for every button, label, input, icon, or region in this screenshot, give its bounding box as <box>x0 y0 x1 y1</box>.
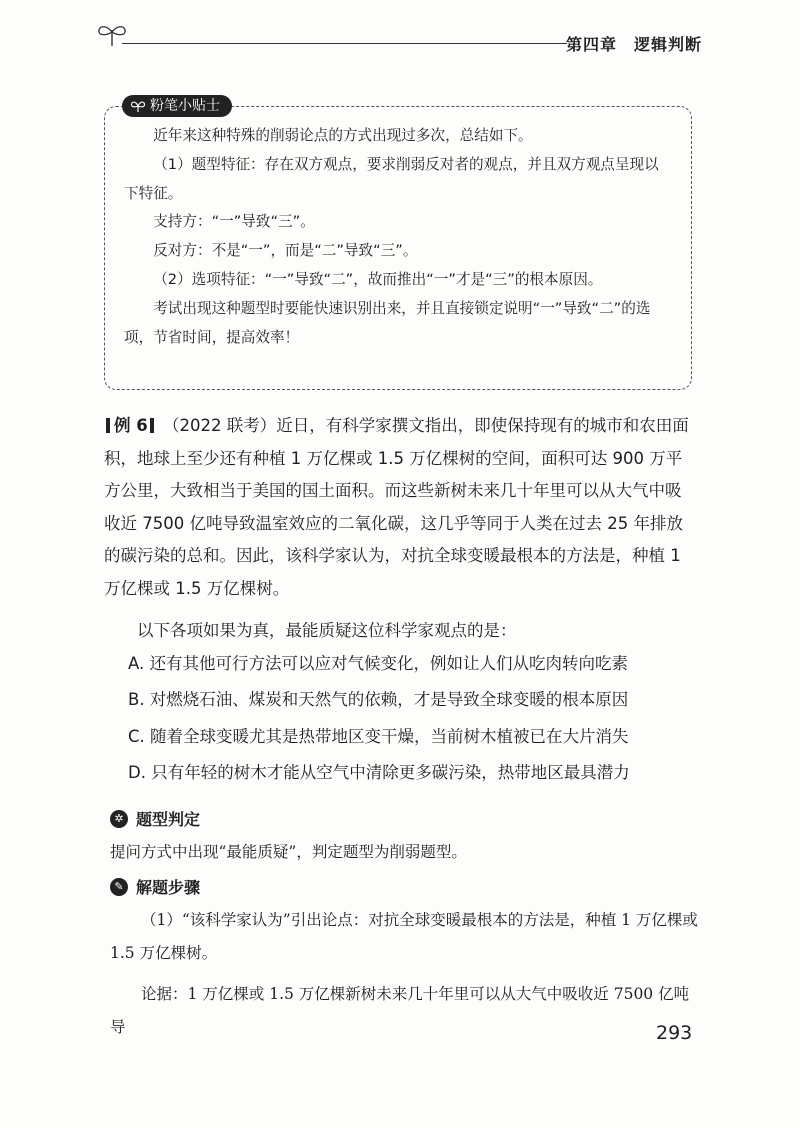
step-1: （1）“该科学家认为”引出论点：对抗全球变暖最根本的方法是，种植 1 万亿棵或 1.5 万亿棵树。 <box>110 911 698 962</box>
tip-question-feature: （1）题型特征：存在双方观点，要求削弱反对者的观点，并且双方观点呈现以下特征。 <box>124 155 659 202</box>
tip-intro: 近年来这种特殊的削弱论点的方式出现过多次，总结如下。 <box>153 127 533 144</box>
judgement-heading <box>110 807 200 830</box>
judgement-title: 题型判定 <box>136 810 201 829</box>
tip-support-side: 支持方：“一”导致“三”。 <box>153 213 315 231</box>
tip-option-feature: （2）选项特征：“一”导致“二”，故而推出“一”才是“三”的根本原因。 <box>153 270 603 288</box>
option-b: B. 对燃烧石油、煤炭和天然气的依赖，才是导致全球变暖的根本原因 <box>128 690 629 709</box>
bar-marker <box>150 418 154 433</box>
option-d: D. 只有年轻的树木才能从空气中清除更多碳污染，热带地区最具潜力 <box>128 763 630 782</box>
tip-badge-label: 粉笔小贴士 <box>150 98 220 114</box>
option-c: C. 随着全球变暖尤其是热带地区变干燥，当前树木植被已在大片消失 <box>128 726 629 746</box>
example-question: 以下各项如果为真，最能质疑这位科学家观点的是： <box>137 621 517 640</box>
steps-heading <box>110 875 200 898</box>
tip-content <box>124 122 672 352</box>
gear-icon: ✲ <box>110 810 128 828</box>
sprout-icon <box>96 22 128 48</box>
steps-body <box>110 904 700 1044</box>
judgement-body <box>110 836 700 869</box>
bar-marker <box>106 418 110 433</box>
example-text: （2022 联考）近日，有科学家撰文指出，即使保持现有的城市和农田面积，地球上至少还有种植 1 万亿棵或 1.5 万亿棵树的空间，面积可达 900 万平方公里，大致相当于美国的国土面积。而这些新树未来几十年里可以从大气中吸收近 7500 亿吨导致温室效应的二氧化碳，这几乎等同于人类在过去 25 年排放的碳污染的总和。因此，该科学家认为，对抗全球变暖最根本的方法是，种植 1 万亿棵或 1.5 万亿棵树。 <box>104 416 689 598</box>
page-number: 293 <box>656 1022 693 1044</box>
chapter-title: 第四章 逻辑判断 <box>566 35 703 54</box>
tip-oppose-side: 反对方：不是“一”，而是“二”导致“三”。 <box>153 242 418 260</box>
header-rule <box>122 43 567 44</box>
pen-icon: ✎ <box>110 878 128 896</box>
option-a: A. 还有其他可行方法可以应对气候变化，例如让人们从吃肉转向吃素 <box>128 653 628 673</box>
sprout-icon <box>130 99 146 113</box>
tip-badge <box>122 95 232 117</box>
example-section <box>104 410 696 794</box>
step-evidence: 论据：1 万亿棵或 1.5 万亿棵新树未来几十年里可以从大气中吸收近 7500 亿吨导 <box>110 985 690 1036</box>
tip-exam-advice: 考试出现这种题型时要能快速识别出来，并且直接锁定说明“一”导致“二”的选项，节省时间，提高效率！ <box>124 299 651 346</box>
example-stem <box>104 410 696 605</box>
steps-title: 解题步骤 <box>136 878 201 897</box>
example-label: 例 6 <box>114 416 148 435</box>
judgement-text: 提问方式中出现“最能质疑”，判定题型为削弱题型。 <box>110 843 467 861</box>
